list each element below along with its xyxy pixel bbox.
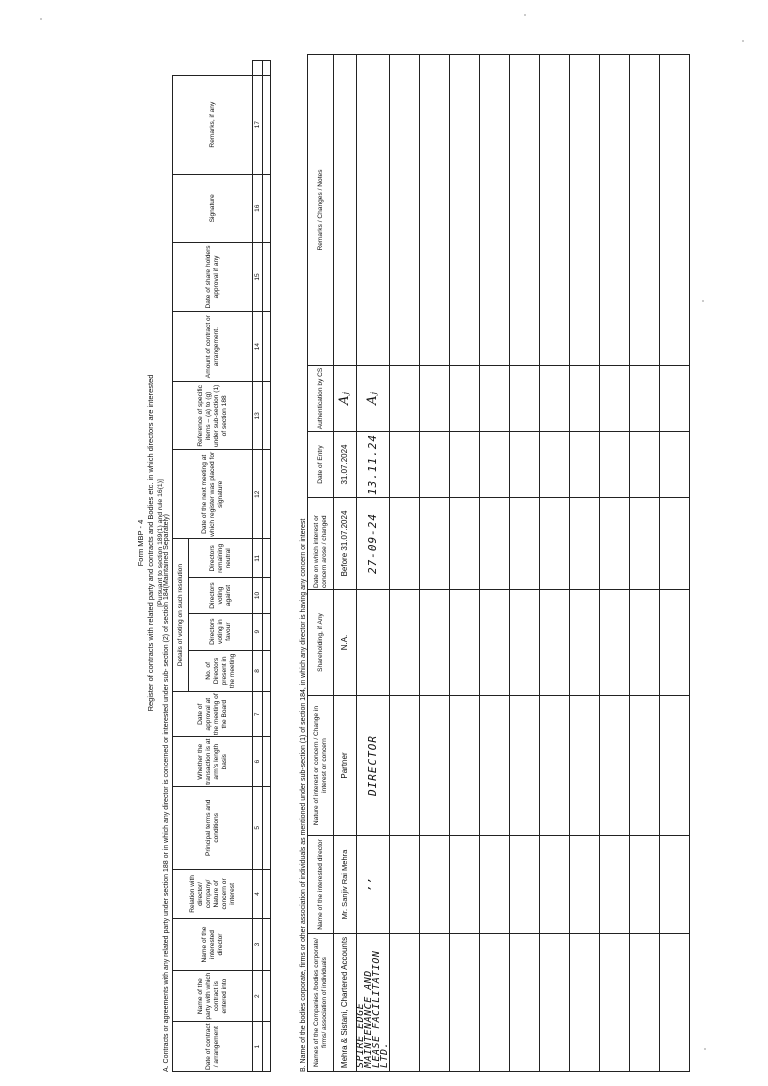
section-a-heading: A. Contracts or agreements with any related party under section 188 or in which any director is concerned or interested under sub- section (2) of section 184(Maintained Separately) [163, 514, 170, 1072]
date-interest-handwritten: 27-09-24 [357, 498, 390, 590]
header-approval-date: Date of approval at the meeting of the Board [173, 692, 253, 737]
table-row [510, 55, 540, 1072]
empty-cell [263, 919, 271, 971]
date-entry: 31.07.2024 [334, 432, 357, 498]
table-row [630, 55, 660, 1072]
empty-cell [540, 590, 570, 696]
empty-cell [263, 869, 271, 919]
empty-cell [600, 696, 630, 836]
empty-cell [263, 970, 271, 1022]
empty-cell [510, 55, 540, 366]
table-row [357, 55, 390, 1072]
cs-authentication-signature: Aⱼ [334, 366, 357, 432]
header-amount: Amount of contract or arrangement. [173, 312, 253, 382]
empty-cell [630, 696, 660, 836]
empty-cell [510, 590, 540, 696]
header-signature: Signature [173, 174, 253, 242]
empty-cell [570, 934, 600, 1072]
empty-cell [600, 432, 630, 498]
empty-cell [540, 366, 570, 432]
header-authentication: Authentication by CS [308, 366, 334, 432]
date-interest: Before 31.07.2024 [334, 498, 357, 590]
empty-cell [480, 934, 510, 1072]
cs-authentication-signature: Aⱼ [357, 366, 390, 432]
empty-cell [630, 590, 660, 696]
header-date-contract: Date of contract / arrangement [173, 1022, 253, 1072]
empty-cell [263, 650, 271, 691]
empty-cell [570, 498, 600, 590]
empty-cell [480, 432, 510, 498]
empty-cell [263, 692, 271, 737]
shareholding: N.A. [334, 590, 357, 696]
empty-cell [480, 366, 510, 432]
empty-cell [263, 61, 271, 76]
empty-cell [540, 934, 570, 1072]
empty-cell [263, 174, 271, 242]
empty-cell [390, 498, 420, 590]
empty-cell [540, 55, 570, 366]
empty-cell [450, 498, 480, 590]
col-number: 2 [253, 970, 263, 1022]
header-relation: Relation with director/ company/ Nature of concern or interest [173, 869, 253, 919]
header-nature: Nature of interest or concern / Change in interest or concern [308, 696, 334, 836]
company-name: Mehra & Sistani, Chartered Accounts [334, 934, 357, 1072]
empty-cell [660, 55, 690, 366]
col-number: 9 [253, 613, 263, 650]
empty-cell [630, 366, 660, 432]
empty-cell [660, 696, 690, 836]
col-number: 5 [253, 787, 263, 870]
table-row [390, 55, 420, 1072]
table-row [420, 55, 450, 1072]
empty-cell [450, 836, 480, 934]
empty-cell [480, 498, 510, 590]
company-line: LEASE FACILITATION LTD. [371, 950, 390, 1068]
empty-cell [570, 590, 600, 696]
header-date-entry: Date of Entry [308, 432, 334, 498]
header-party-name: Name of the party with which contract is entered into [173, 970, 253, 1022]
empty-cell [390, 590, 420, 696]
empty-cell [570, 55, 600, 366]
header-director: Name of the interested director [308, 836, 334, 934]
col-number: 10 [253, 578, 263, 613]
header-date-interest: Date on which interest or concern arose / changed [308, 498, 334, 590]
col-number: 14 [253, 312, 263, 382]
nature-of-interest-handwritten: DIRECTOR [357, 696, 390, 836]
table-row [570, 55, 600, 1072]
table-row [480, 55, 510, 1072]
empty-cell [420, 696, 450, 836]
empty-cell [630, 55, 660, 366]
col-number: 3 [253, 919, 263, 971]
empty-cell [570, 432, 600, 498]
section-b-heading: B. Name of the bodies corporate, firms or other association of individuals as mentioned under sub-section (1) of section 184, in which any director is having any concern or interest [300, 518, 307, 1072]
director-name: Mr. Sanjiv Rai Mehra [334, 836, 357, 934]
empty-cell [480, 696, 510, 836]
blank-edge [253, 61, 263, 76]
empty-cell [390, 432, 420, 498]
empty-cell [263, 242, 271, 311]
empty-cell [450, 55, 480, 366]
empty-cell [420, 590, 450, 696]
empty-cell [570, 696, 600, 836]
header-principal-terms: Principal terms and conditions [173, 787, 253, 870]
empty-cell [263, 382, 271, 450]
empty-cell [263, 312, 271, 382]
header-directors-present: No. of Directors present in the meeting [189, 650, 253, 691]
header-companies: Names of the Companies /bodies corporate/ firms/ association of individuals [308, 934, 334, 1072]
header-interested-director: Name of the interested director [173, 919, 253, 971]
empty-cell [660, 836, 690, 934]
company-line: SPIRE EDGE MAINTENANCE AND [355, 970, 374, 1068]
date-entry-handwritten: 13.11.24 [357, 432, 390, 498]
empty-cell [263, 613, 271, 650]
col-number: 15 [253, 242, 263, 311]
col-number: 13 [253, 382, 263, 450]
empty-cell [390, 696, 420, 836]
empty-cell [390, 366, 420, 432]
empty-cell [263, 578, 271, 613]
col-number: 7 [253, 692, 263, 737]
header-remarks-notes: Remarks / Changes / Notes [308, 55, 334, 366]
empty-cell [420, 55, 450, 366]
empty-cell [263, 787, 271, 870]
empty-cell [420, 934, 450, 1072]
empty-cell [390, 934, 420, 1072]
header-voting-against: Directors voting against [189, 578, 253, 613]
empty-cell [510, 498, 540, 590]
empty-cell [570, 366, 600, 432]
header-remarks: Remarks, if any [173, 75, 253, 174]
header-shareholders-approval: Date of share holders approval if any [173, 242, 253, 311]
col-number: 6 [253, 737, 263, 787]
company-name-handwritten [357, 934, 390, 1072]
empty-cell [263, 450, 271, 539]
empty-cell [420, 498, 450, 590]
empty-cell [510, 366, 540, 432]
shareholding [357, 590, 390, 696]
empty-cell [660, 934, 690, 1072]
empty-cell [630, 934, 660, 1072]
empty-cell [450, 590, 480, 696]
contracts-table [172, 60, 271, 1072]
empty-cell [540, 696, 570, 836]
col-number: 16 [253, 174, 263, 242]
empty-cell [510, 432, 540, 498]
empty-cell [420, 366, 450, 432]
empty-cell [660, 498, 690, 590]
empty-cell [600, 590, 630, 696]
empty-cell [630, 498, 660, 590]
empty-cell [630, 836, 660, 934]
form-title: Form MBP - 4 [136, 519, 145, 567]
table-row [450, 55, 480, 1072]
empty-cell [420, 836, 450, 934]
empty-cell [600, 366, 630, 432]
empty-cell [263, 1022, 271, 1072]
header-shareholding: Shareholding, if Any [308, 590, 334, 696]
col-number: 17 [253, 75, 263, 174]
empty-cell [540, 498, 570, 590]
header-voting-favour: Directors voting in favour [189, 613, 253, 650]
col-number: 1 [253, 1022, 263, 1072]
col-number: 11 [253, 539, 263, 578]
empty-cell [480, 590, 510, 696]
empty-cell [510, 696, 540, 836]
empty-cell [450, 696, 480, 836]
empty-cell [510, 836, 540, 934]
empty-cell [480, 55, 510, 366]
header-voting-group: Details of voting on such resolution [173, 539, 189, 692]
header-next-meeting: Date of the next meeting at which register was placed for signature [173, 450, 253, 539]
table-row [334, 55, 357, 1072]
empty-cell [660, 432, 690, 498]
empty-cell [480, 836, 510, 934]
empty-cell [570, 836, 600, 934]
header-arms-length: Whether the transaction is at arm's length basis [173, 737, 253, 787]
header-reference: Reference of specific items – (a) to (g) under sub-section (1) of section 188 [173, 382, 253, 450]
empty-cell [263, 737, 271, 787]
empty-cell [540, 836, 570, 934]
empty-cell [450, 366, 480, 432]
empty-cell [600, 55, 630, 366]
empty-cell [540, 432, 570, 498]
director-ditto: ’’ [357, 836, 390, 934]
pursuant-note: [Pursuant to section 189(1) and rule 16(1)] [157, 479, 164, 607]
empty-cell [263, 75, 271, 174]
header-remaining-neutral: Directors remaining neutral [189, 539, 253, 578]
empty-cell [600, 836, 630, 934]
remarks [334, 55, 357, 366]
nature-of-interest: Partner [334, 696, 357, 836]
empty-cell [660, 590, 690, 696]
col-number: 4 [253, 869, 263, 919]
interests-table [307, 54, 690, 1072]
empty-cell [600, 934, 630, 1072]
empty-cell [630, 432, 660, 498]
empty-cell [390, 836, 420, 934]
empty-cell [390, 55, 420, 366]
empty-cell [660, 366, 690, 432]
table-row [600, 55, 630, 1072]
empty-cell [263, 539, 271, 578]
empty-cell [420, 432, 450, 498]
blank-edge [173, 61, 253, 76]
remarks [357, 55, 390, 366]
table-row [540, 55, 570, 1072]
table-row [660, 55, 690, 1072]
empty-cell [600, 498, 630, 590]
col-number: 8 [253, 650, 263, 691]
empty-cell [510, 934, 540, 1072]
empty-cell [450, 934, 480, 1072]
empty-cell [450, 432, 480, 498]
col-number: 12 [253, 450, 263, 539]
register-title: Register of contracts with related party and contracts and Bodies etc. in which directors are interested [146, 374, 155, 712]
